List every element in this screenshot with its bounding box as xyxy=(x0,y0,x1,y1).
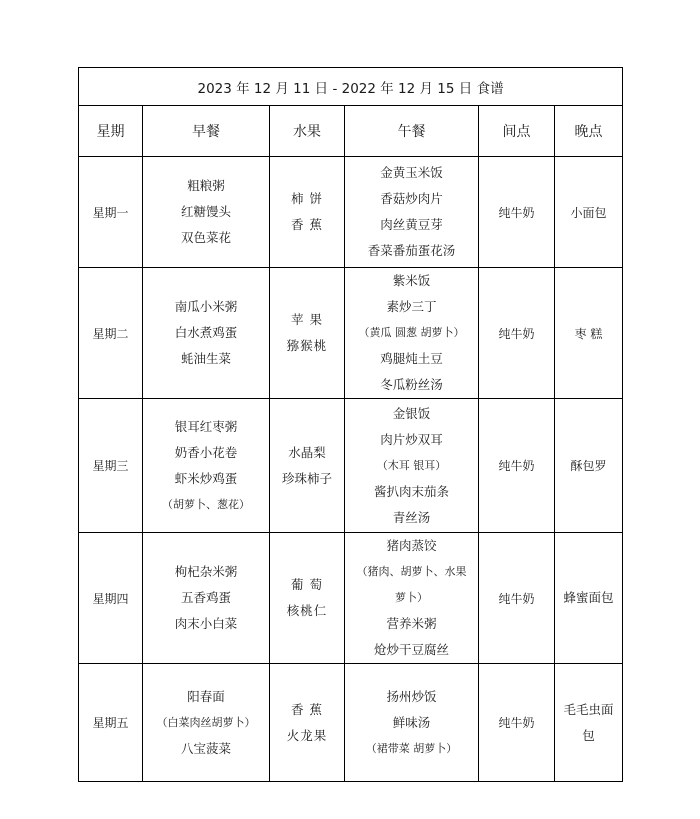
fruit-cell xyxy=(270,664,345,782)
lunch-cell xyxy=(345,157,479,268)
header-breakfast: 早餐 xyxy=(143,106,270,157)
late-snack-cell xyxy=(555,533,623,664)
breakfast-cell xyxy=(143,399,270,533)
snack-cell: 纯牛奶 xyxy=(479,268,555,399)
fruit-item: 香 蕉 xyxy=(291,701,323,717)
header-snack: 间点 xyxy=(479,106,555,157)
lunch-item: 肉片炒双耳 xyxy=(380,431,443,447)
snack-cell: 纯牛奶 xyxy=(479,399,555,533)
day-label: 星期三 xyxy=(79,399,143,533)
breakfast-item: 双色菜花 xyxy=(180,230,231,245)
lunch-item: 香菇炒肉片 xyxy=(380,191,443,206)
snack-cell: 纯牛奶 xyxy=(479,664,555,782)
lunch-item: 营养米粥 xyxy=(386,616,437,631)
snack-cell: 纯牛奶 xyxy=(479,157,555,268)
late-snack-cell: 枣 糕 xyxy=(555,268,623,399)
breakfast-item: 白水煮鸡蛋 xyxy=(174,325,238,340)
breakfast-cell xyxy=(143,664,270,782)
lunch-item: 猪肉蒸饺 xyxy=(386,538,437,553)
breakfast-item: 虾米炒鸡蛋 xyxy=(174,470,238,486)
lunch-item: 萝卜） xyxy=(395,591,428,604)
fruit-item: 火龙果 xyxy=(286,727,328,743)
header-fruit: 水果 xyxy=(270,106,345,157)
table-row xyxy=(79,268,623,399)
breakfast-item: 南瓜小米粥 xyxy=(174,299,238,314)
header-late-snack: 晚点 xyxy=(555,106,623,157)
day-label: 星期四 xyxy=(79,533,143,664)
breakfast-item: 阳春面 xyxy=(187,688,225,704)
lunch-item: 青丝汤 xyxy=(392,509,431,525)
late-snack-cell xyxy=(555,664,623,782)
lunch-item: 香菜番茄蛋花汤 xyxy=(367,243,456,258)
fruit-item: 柿 饼 xyxy=(291,191,323,206)
lunch-item: （猪肉、胡萝卜、水果 xyxy=(356,565,467,578)
day-label: 星期一 xyxy=(79,157,143,268)
breakfast-item: 蚝油生菜 xyxy=(180,351,231,366)
lunch-item: 鸡腿炖土豆 xyxy=(380,351,443,366)
lunch-item: （木耳 银耳） xyxy=(376,458,447,472)
fruit-cell xyxy=(270,533,345,664)
lunch-item: 炝炒干豆腐丝 xyxy=(373,642,449,657)
header-row xyxy=(79,106,623,157)
lunch-item: 素炒三丁 xyxy=(386,299,437,314)
breakfast-item: 八宝菠菜 xyxy=(180,740,231,756)
fruit-item: 葡 萄 xyxy=(291,577,323,592)
lunch-cell xyxy=(345,268,479,399)
lunch-cell xyxy=(345,533,479,664)
fruit-cell xyxy=(270,268,345,399)
lunch-item: 酱扒肉末茄条 xyxy=(373,483,449,499)
fruit-cell xyxy=(270,157,345,268)
fruit-item: 水晶梨 xyxy=(288,444,326,460)
fruit-item: 苹 果 xyxy=(291,312,323,327)
table-row xyxy=(79,157,623,268)
header-lunch: 午餐 xyxy=(345,106,479,157)
fruit-item: 珍珠柿子 xyxy=(281,470,332,486)
table-row xyxy=(79,533,623,664)
breakfast-item: 粗粮粥 xyxy=(187,178,225,193)
lunch-item: 鲜味汤 xyxy=(392,714,431,730)
breakfast-item: 肉末小白菜 xyxy=(174,616,238,631)
lunch-item: 冬瓜粉丝汤 xyxy=(380,377,443,392)
snack-cell: 纯牛奶 xyxy=(479,533,555,664)
fruit-item: 猕猴桃 xyxy=(286,338,328,353)
title-row xyxy=(79,68,623,106)
late-snack-cell: 小面包 xyxy=(555,157,623,268)
table-row xyxy=(79,399,623,533)
header-weekday: 星期 xyxy=(79,106,143,157)
lunch-cell xyxy=(345,664,479,782)
table-row xyxy=(79,664,623,782)
breakfast-item: 五香鸡蛋 xyxy=(180,590,231,605)
breakfast-item: 红糖馒头 xyxy=(180,204,231,219)
lunch-cell xyxy=(345,399,479,533)
lunch-item: 金银饭 xyxy=(392,405,431,421)
late-snack-text: 蜂蜜面包 xyxy=(563,590,614,605)
breakfast-item: 银耳红枣粥 xyxy=(174,418,238,434)
breakfast-cell xyxy=(143,268,270,399)
breakfast-item: （胡萝卜、葱花） xyxy=(162,497,250,511)
lunch-item: 扬州炒饭 xyxy=(386,688,437,704)
lunch-item: 肉丝黄豆芽 xyxy=(380,217,443,232)
late-snack-cell: 酥包罗 xyxy=(555,399,623,533)
fruit-cell xyxy=(270,399,345,533)
breakfast-item: 奶香小花卷 xyxy=(174,444,238,460)
fruit-item: 香 蕉 xyxy=(291,217,323,232)
breakfast-cell xyxy=(143,157,270,268)
breakfast-item: （白菜肉丝胡萝卜） xyxy=(156,715,256,729)
fruit-item: 核桃仁 xyxy=(286,603,328,618)
lunch-item: （裙带菜 胡萝卜） xyxy=(365,741,458,755)
lunch-item: （黄瓜 圆葱 胡萝卜） xyxy=(358,326,465,339)
day-label: 星期二 xyxy=(79,268,143,399)
day-label: 星期五 xyxy=(79,664,143,782)
lunch-item: 金黄玉米饭 xyxy=(380,165,443,180)
breakfast-cell xyxy=(143,533,270,664)
menu-table xyxy=(78,67,623,782)
lunch-item: 紫米饭 xyxy=(392,273,431,288)
breakfast-item: 枸杞杂米粥 xyxy=(174,564,238,579)
late-snack-text: 毛毛虫面包 xyxy=(563,701,614,743)
menu-title: 2023 年 12 月 11 日 - 2022 年 12 月 15 日 食谱 xyxy=(79,68,623,106)
